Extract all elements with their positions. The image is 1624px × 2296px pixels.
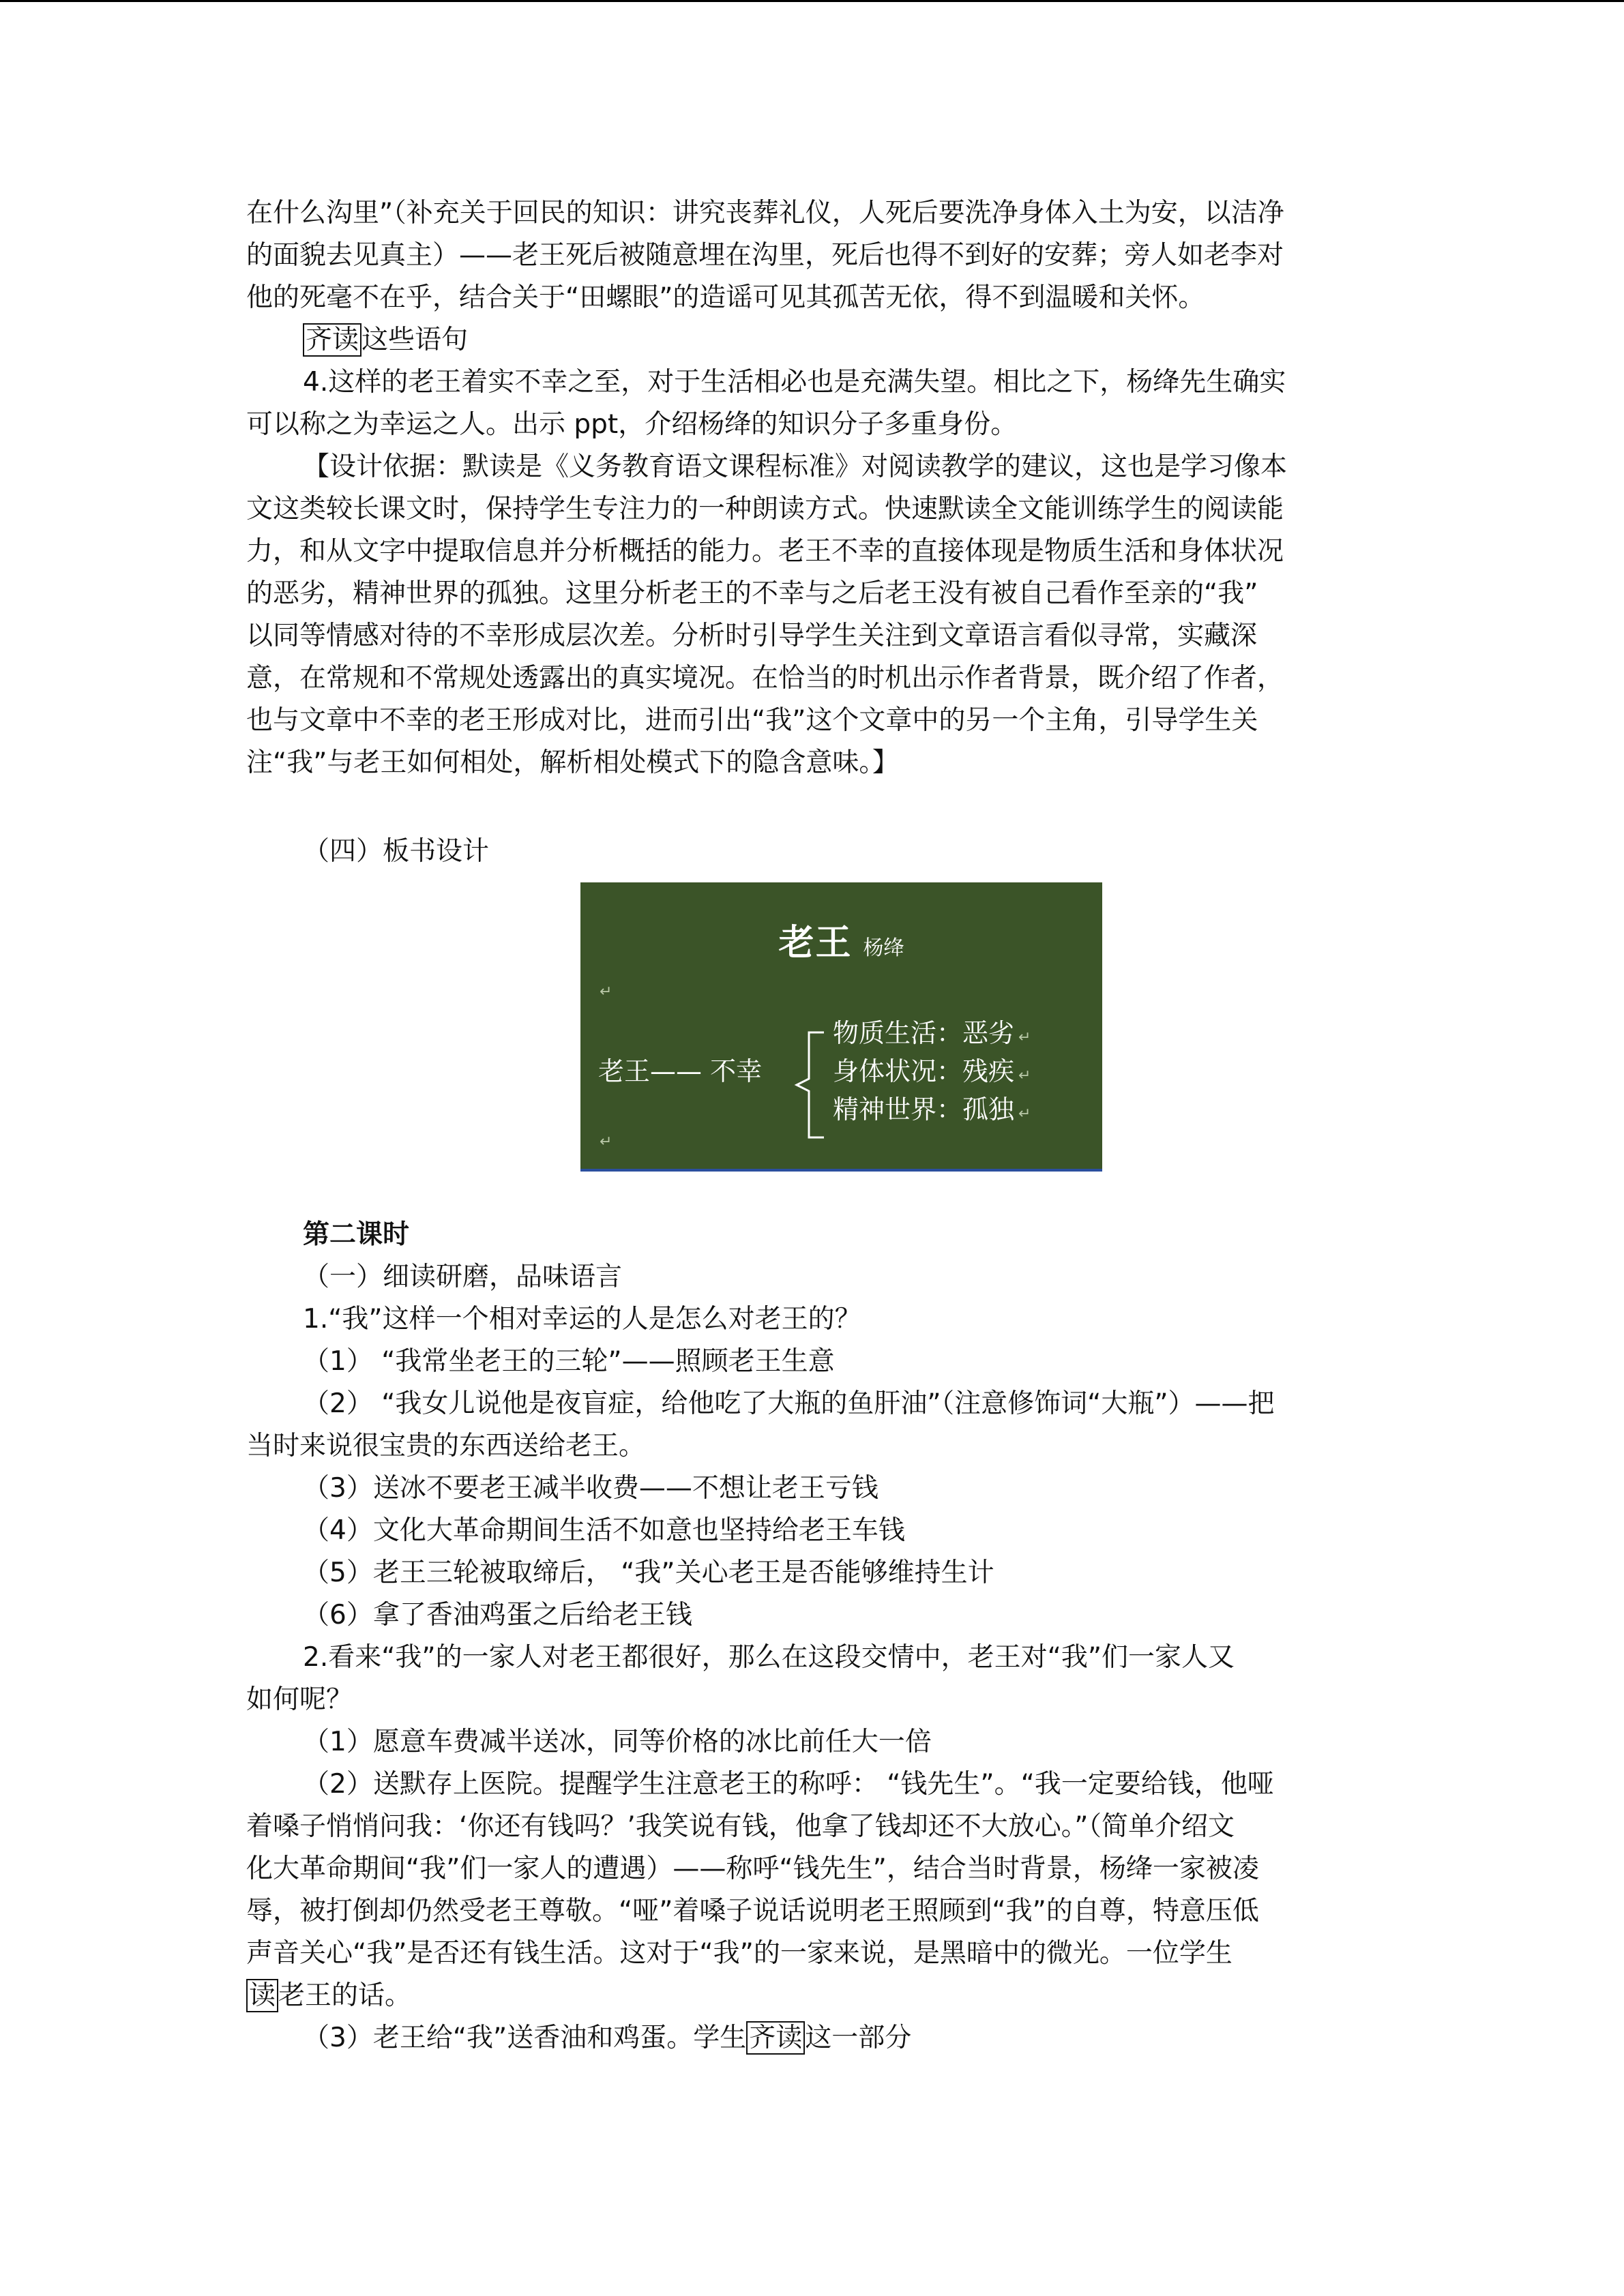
text-line: 2.看来“我”的一家人对老王都很好，那么在这段交情中，老王对“我”们一家人又: [303, 1642, 1235, 1673]
text-line: （6）拿了香油鸡蛋之后给老王钱: [303, 1600, 692, 1630]
text-span: （3）老王给“我”送香油和鸡蛋。学生: [303, 2023, 747, 2053]
board-item: [833, 1088, 1031, 1126]
board-left-label: 老王—— 不幸: [598, 1056, 763, 1086]
text-line: 4.这样的老王着实不幸之至，对于生活相必也是充满失望。相比之下，杨绛先生确实: [303, 367, 1286, 398]
text-line: [246, 1975, 1378, 2017]
text-line: （2） “我女儿说他是夜盲症，给他吃了大瓶的鱼肝油”（注意修饰词“大瓶”）——把: [303, 1388, 1275, 1419]
text-line: （1） “我常坐老王的三轮”——照顾老王生意: [303, 1346, 835, 1377]
text-line: 如何呢？: [246, 1684, 353, 1715]
text-line: 注“我”与老王如何相处，解析相处模式下的隐含意味。】: [246, 747, 899, 778]
return-mark-icon: ↵: [1018, 1029, 1031, 1046]
board-item-text: 物质生活：恶劣: [833, 1018, 1015, 1048]
blackboard-design: [580, 882, 1102, 1172]
text-line: 声音关心“我”是否还有钱生活。这对于“我”的一家来说，是黑暗中的微光。一位学生: [246, 1938, 1232, 1969]
text-line: 文这类较长课文时，保持学生专注力的一种朗读方式。快速默读全文能训练学生的阅读能: [246, 494, 1284, 524]
text-line: （1）愿意车费减半送冰，同等价格的冰比前任大一倍: [303, 1727, 932, 1757]
board-item: [833, 1012, 1031, 1049]
text-line: （3）送冰不要老王减半收费——不想让老王亏钱: [303, 1473, 879, 1504]
page-top-border: [0, 0, 1624, 2]
text-line: 在什么沟里”（补充关于回民的知识：讲究丧葬礼仪，人死后要洗净身体入土为安，以洁净: [246, 198, 1284, 228]
text-line: 力，和从文字中提取信息并分析概括的能力。老王不幸的直接体现是物质生活和身体状况: [246, 536, 1284, 567]
text-line: [303, 2017, 1435, 2059]
text-line: （2）送默存上医院。提醒学生注意老王的称呼： “钱先生”。“我一定要给钱，他哑: [303, 1769, 1274, 1800]
lesson-title: 第二课时: [303, 1219, 410, 1250]
text-span: 这些语句: [361, 325, 469, 355]
text-span: 老王的话。: [278, 1980, 412, 2011]
text-line: 着嗓子悄悄问我：‘你还有钱吗？’我笑说有钱，他拿了钱却还不大放心。”（简单介绍文: [246, 1811, 1235, 1842]
return-mark-icon: ↵: [1018, 1105, 1031, 1122]
board-title-text: 老王: [778, 923, 853, 964]
board-item-text: 身体状况：残疾: [833, 1056, 1015, 1086]
text-line: 可以称之为幸运之人。出示 ppt，介绍杨绛的知识分子多重身份。: [246, 409, 1018, 440]
board-title: [580, 914, 1102, 965]
text-line: （4）文化大革命期间生活不如意也坚持给老王车钱: [303, 1515, 905, 1546]
text-line: 以同等情感对待的不幸形成层次差。分析时引导学生关注到文章语言看似寻常，实藏深: [246, 621, 1258, 651]
text-line: 1.“我”这样一个相对幸运的人是怎么对老王的？: [303, 1304, 861, 1335]
text-line: 意，在常规和不常规处透露出的真实境况。在恰当的时机出示作者背景，既介绍了作者，: [246, 663, 1284, 694]
text-line: 化大革命期间“我”们一家人的遭遇）——称呼“钱先生”，结合当时背景，杨绛一家被凌: [246, 1853, 1259, 1884]
text-line: 【设计依据：默读是《义务教育语文课程标准》对阅读教学的建议，这也是学习像本: [303, 451, 1288, 482]
board-item: [833, 1050, 1031, 1088]
return-mark-icon: ↵: [1018, 1067, 1031, 1084]
boxed-word: 齐读: [303, 323, 361, 357]
text-line: （5）老王三轮被取缔后， “我”关心老王是否能够维持生计: [303, 1557, 994, 1588]
text-line: 的恶劣，精神世界的孤独。这里分析老王的不幸与之后老王没有被自己看作至亲的“我”: [246, 578, 1258, 609]
text-line: 当时来说很宝贵的东西送给老王。: [246, 1431, 646, 1461]
text-line: 辱，被打倒却仍然受老王尊敬。“哑”着嗓子说话说明老王照顾到“我”的自尊，特意压低: [246, 1896, 1259, 1926]
return-mark-icon: ↵: [600, 1133, 612, 1150]
boxed-word: 读: [246, 1979, 278, 2012]
section-heading: （四）板书设计: [303, 836, 490, 867]
text-line: 的面貌去见真主）——老王死后被随意埋在沟里，死后也得不到好的安葬；旁人如老李对: [246, 240, 1284, 271]
text-line: [303, 319, 1435, 361]
section-heading: （一）细读研磨，品味语言: [303, 1262, 623, 1292]
board-author: 杨绛: [863, 936, 904, 960]
return-mark-icon: ↵: [600, 983, 612, 1000]
text-line: 他的死毫不在乎，结合关于“田螺眼”的造谣可见其孤苦无依，得不到温暖和关怀。: [246, 282, 1205, 313]
boxed-word: 齐读: [746, 2021, 805, 2055]
board-item-text: 精神世界：孤独: [833, 1094, 1015, 1124]
text-span: 这一部分: [805, 2023, 912, 2053]
brace-icon: [788, 1027, 829, 1143]
text-line: 也与文章中不幸的老王形成对比，进而引出“我”这个文章中的另一个主角，引导学生关: [246, 705, 1258, 736]
